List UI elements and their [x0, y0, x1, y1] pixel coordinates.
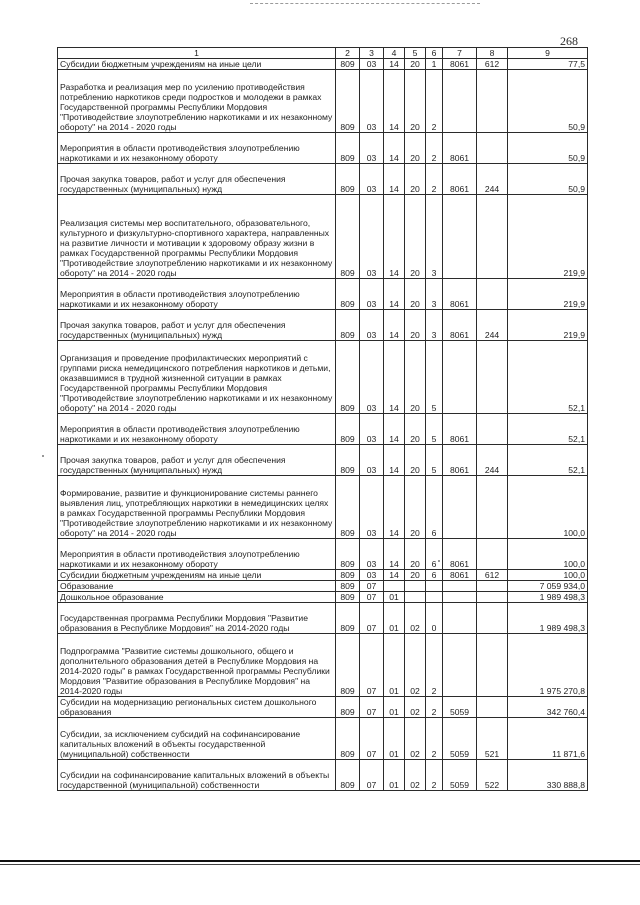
header-cell: 7	[443, 48, 477, 59]
table-row	[58, 70, 588, 133]
row-code-cell: 03	[360, 476, 384, 539]
row-name-cell: Организация и проведение профилактических мероприятий с группами риска немедицинского потребления наркотиков и детьми, оказавшимися в трудной жизненной ситуации в рамках Государственной программы Республики Мордовия "Противодействие злоупотреблению наркотиками и их незаконному обороту" на 2014 - 2020 годы	[58, 341, 336, 414]
header-cell: 6	[426, 48, 443, 59]
row-code-cell	[477, 581, 508, 592]
row-code-cell: 03	[360, 70, 384, 133]
row-code-cell: 20	[405, 59, 426, 70]
row-code-cell: 3	[426, 279, 443, 310]
row-code-cell	[405, 592, 426, 603]
scan-speck	[42, 455, 44, 457]
row-code-cell	[477, 279, 508, 310]
row-code-cell	[426, 581, 443, 592]
row-code-cell	[443, 70, 477, 133]
row-code-cell	[477, 133, 508, 164]
row-code-cell: 5059	[443, 718, 477, 760]
row-code-cell: 244	[477, 164, 508, 195]
row-code-cell: 809	[336, 570, 360, 581]
row-amount-cell: 7 059 934,0	[508, 581, 588, 592]
row-name-cell: Мероприятия в области противодействия злоупотреблению наркотиками и их незаконному обороту	[58, 414, 336, 445]
row-name-cell: Реализация системы мер воспитательного, образовательного, культурного и физкультурно-спортивного характера, направленных на развитие личности и мотивации к здоровому образу жизни в рамках Государственной программы Республики Мордовия "Противодействие злоупотреблению наркотиками и их незаконному обороту" на 2014 - 2020 годы	[58, 195, 336, 279]
row-code-cell: 14	[384, 310, 405, 341]
row-code-cell	[426, 592, 443, 603]
row-code-cell: 03	[360, 133, 384, 164]
scan-speck	[438, 560, 440, 562]
row-code-cell: 2	[426, 760, 443, 791]
row-name-cell: Субсидии бюджетным учреждениям на иные цели	[58, 59, 336, 70]
row-code-cell: 809	[336, 59, 360, 70]
row-code-cell: 14	[384, 70, 405, 133]
row-amount-cell: 11 871,6	[508, 718, 588, 760]
row-code-cell	[477, 603, 508, 634]
header-cell: 4	[384, 48, 405, 59]
row-code-cell: 8061	[443, 570, 477, 581]
row-code-cell: 5	[426, 445, 443, 476]
row-amount-cell: 1 975 270,8	[508, 634, 588, 697]
row-code-cell	[384, 581, 405, 592]
row-code-cell: 8061	[443, 445, 477, 476]
row-code-cell: 02	[405, 697, 426, 718]
row-amount-cell: 219,9	[508, 279, 588, 310]
row-code-cell	[477, 341, 508, 414]
row-code-cell: 809	[336, 133, 360, 164]
row-name-cell: Государственная программа Республики Мордовия "Развитие образования в Республике Мордовия" на 2014-2020 годы	[58, 603, 336, 634]
row-name-cell: Подпрограмма "Развитие системы дошкольного, общего и дополнительного образования детей в Республике Мордовия на 2014-2020 годы" в рамках Государственной программы Республики Мордовия "Развитие образования в Республике Мордовия" на 2014-2020 годы	[58, 634, 336, 697]
row-code-cell: 07	[360, 760, 384, 791]
row-code-cell: 01	[384, 718, 405, 760]
row-code-cell: 809	[336, 718, 360, 760]
row-code-cell: 809	[336, 164, 360, 195]
row-code-cell: 2	[426, 697, 443, 718]
row-amount-cell: 50,9	[508, 133, 588, 164]
row-code-cell: 809	[336, 581, 360, 592]
row-code-cell: 6	[426, 539, 443, 570]
header-cell: 8	[477, 48, 508, 59]
row-code-cell	[477, 634, 508, 697]
row-amount-cell: 342 760,4	[508, 697, 588, 718]
row-code-cell: 612	[477, 59, 508, 70]
table-row	[58, 592, 588, 603]
page-number: 268	[560, 34, 578, 48]
row-amount-cell: 77,5	[508, 59, 588, 70]
row-code-cell: 20	[405, 195, 426, 279]
row-code-cell: 522	[477, 760, 508, 791]
table-row	[58, 133, 588, 164]
row-code-cell: 6	[426, 570, 443, 581]
row-code-cell: 5	[426, 414, 443, 445]
table-row	[58, 59, 588, 70]
row-name-cell: Мероприятия в области противодействия злоупотреблению наркотиками и их незаконному обороту	[58, 539, 336, 570]
row-code-cell: 8061	[443, 133, 477, 164]
row-code-cell: 5059	[443, 760, 477, 791]
table-row	[58, 634, 588, 697]
header-row	[58, 48, 588, 59]
row-code-cell: 20	[405, 70, 426, 133]
row-code-cell: 03	[360, 164, 384, 195]
row-code-cell	[443, 603, 477, 634]
row-name-cell: Субсидии бюджетным учреждениям на иные цели	[58, 570, 336, 581]
row-code-cell: 03	[360, 279, 384, 310]
row-code-cell: 20	[405, 310, 426, 341]
row-name-cell: Мероприятия в области противодействия злоупотреблению наркотиками и их незаконному обороту	[58, 133, 336, 164]
row-amount-cell: 100,0	[508, 570, 588, 581]
row-code-cell	[477, 539, 508, 570]
row-amount-cell: 330 888,8	[508, 760, 588, 791]
row-amount-cell: 219,9	[508, 195, 588, 279]
row-code-cell: 3	[426, 310, 443, 341]
header-cell: 1	[58, 48, 336, 59]
header-cell: 2	[336, 48, 360, 59]
row-code-cell: 809	[336, 634, 360, 697]
row-code-cell: 01	[384, 592, 405, 603]
row-amount-cell: 50,9	[508, 70, 588, 133]
row-code-cell	[443, 634, 477, 697]
row-code-cell: 01	[384, 603, 405, 634]
row-code-cell: 20	[405, 445, 426, 476]
row-name-cell: Образование	[58, 581, 336, 592]
row-name-cell: Разработка и реализация мер по усилению противодействия потреблению наркотиков среди подростков и молодежи в рамках Государственной программы Республики Мордовия "Противодействие злоупотреблению наркотиками и их незаконному обороту" на 2014 - 2020 годы	[58, 70, 336, 133]
row-code-cell: 14	[384, 133, 405, 164]
row-code-cell: 01	[384, 697, 405, 718]
row-code-cell: 03	[360, 59, 384, 70]
header-cell: 5	[405, 48, 426, 59]
row-code-cell: 809	[336, 476, 360, 539]
row-code-cell: 8061	[443, 164, 477, 195]
table-row	[58, 697, 588, 718]
row-code-cell: 14	[384, 570, 405, 581]
row-code-cell: 14	[384, 164, 405, 195]
row-code-cell	[477, 592, 508, 603]
scan-border-line	[0, 864, 640, 865]
row-amount-cell: 1 989 498,3	[508, 603, 588, 634]
row-code-cell: 02	[405, 718, 426, 760]
row-code-cell: 20	[405, 539, 426, 570]
row-name-cell: Субсидии, за исключением субсидий на софинансирование капитальных вложений в объекты государственной (муниципальной) собственности	[58, 718, 336, 760]
row-code-cell: 809	[336, 341, 360, 414]
row-code-cell: 8061	[443, 59, 477, 70]
row-code-cell	[477, 414, 508, 445]
row-code-cell: 1	[426, 59, 443, 70]
row-code-cell: 03	[360, 570, 384, 581]
table-row	[58, 570, 588, 581]
row-code-cell: 2	[426, 133, 443, 164]
row-code-cell: 07	[360, 697, 384, 718]
row-code-cell: 03	[360, 310, 384, 341]
row-code-cell	[443, 581, 477, 592]
row-code-cell	[443, 476, 477, 539]
row-amount-cell: 1 989 498,3	[508, 592, 588, 603]
table-row	[58, 310, 588, 341]
row-code-cell	[477, 70, 508, 133]
row-code-cell: 03	[360, 341, 384, 414]
row-code-cell: 20	[405, 476, 426, 539]
row-amount-cell: 52,1	[508, 341, 588, 414]
row-code-cell	[477, 697, 508, 718]
row-code-cell: 2	[426, 634, 443, 697]
row-code-cell: 07	[360, 718, 384, 760]
row-code-cell: 14	[384, 195, 405, 279]
row-code-cell: 03	[360, 414, 384, 445]
row-code-cell: 8061	[443, 310, 477, 341]
table-row	[58, 279, 588, 310]
row-code-cell: 20	[405, 279, 426, 310]
row-code-cell: 612	[477, 570, 508, 581]
row-code-cell: 07	[360, 603, 384, 634]
table-row	[58, 445, 588, 476]
row-code-cell: 02	[405, 603, 426, 634]
table-row	[58, 414, 588, 445]
row-code-cell: 03	[360, 195, 384, 279]
row-code-cell: 01	[384, 760, 405, 791]
row-code-cell: 14	[384, 279, 405, 310]
table-row	[58, 164, 588, 195]
row-code-cell: 5	[426, 341, 443, 414]
row-code-cell: 02	[405, 634, 426, 697]
row-code-cell: 809	[336, 697, 360, 718]
row-amount-cell: 219,9	[508, 310, 588, 341]
row-code-cell	[443, 341, 477, 414]
table-row	[58, 718, 588, 760]
row-code-cell	[443, 195, 477, 279]
scan-border-line	[0, 860, 640, 862]
table-row	[58, 603, 588, 634]
row-code-cell: 07	[360, 634, 384, 697]
row-code-cell: 01	[384, 634, 405, 697]
table-body	[58, 59, 588, 791]
row-name-cell: Прочая закупка товаров, работ и услуг для обеспечения государственных (муниципальных) нужд	[58, 445, 336, 476]
row-code-cell: 5059	[443, 697, 477, 718]
row-code-cell: 521	[477, 718, 508, 760]
row-code-cell: 2	[426, 164, 443, 195]
row-code-cell: 14	[384, 414, 405, 445]
row-code-cell: 8061	[443, 539, 477, 570]
row-code-cell	[477, 195, 508, 279]
row-name-cell: Формирование, развитие и функционирование системы раннего выявления лиц, употребляющих наркотики в немедицинских целях в рамках Государственной программы Республики Мордовия "Противодействие злоупотреблению наркотиками и их незаконному обороту" на 2014 - 2020 годы	[58, 476, 336, 539]
table-row	[58, 476, 588, 539]
row-code-cell: 809	[336, 70, 360, 133]
row-code-cell: 20	[405, 133, 426, 164]
row-code-cell: 2	[426, 70, 443, 133]
row-code-cell: 20	[405, 341, 426, 414]
row-code-cell	[477, 476, 508, 539]
table-row	[58, 581, 588, 592]
row-name-cell: Субсидии на софинансирование капитальных вложений в объекты государственной (муниципальной) собственности	[58, 760, 336, 791]
row-code-cell: 07	[360, 581, 384, 592]
row-code-cell: 809	[336, 414, 360, 445]
row-code-cell: 809	[336, 195, 360, 279]
row-code-cell: 809	[336, 539, 360, 570]
row-code-cell: 03	[360, 539, 384, 570]
row-code-cell: 8061	[443, 279, 477, 310]
row-code-cell: 809	[336, 603, 360, 634]
row-amount-cell: 50,9	[508, 164, 588, 195]
scan-artifact-top	[250, 3, 480, 6]
row-code-cell: 14	[384, 445, 405, 476]
row-code-cell: 14	[384, 59, 405, 70]
row-amount-cell: 100,0	[508, 539, 588, 570]
header-cell: 3	[360, 48, 384, 59]
table-row	[58, 539, 588, 570]
row-amount-cell: 52,1	[508, 414, 588, 445]
table-row	[58, 760, 588, 791]
header-cell: 9	[508, 48, 588, 59]
row-code-cell: 3	[426, 195, 443, 279]
row-code-cell: 809	[336, 279, 360, 310]
row-amount-cell: 52,1	[508, 445, 588, 476]
row-name-cell: Прочая закупка товаров, работ и услуг для обеспечения государственных (муниципальных) нужд	[58, 164, 336, 195]
row-code-cell: 0	[426, 603, 443, 634]
row-code-cell: 8061	[443, 414, 477, 445]
row-code-cell	[443, 592, 477, 603]
row-name-cell: Субсидии на модернизацию региональных систем дошкольного образования	[58, 697, 336, 718]
row-code-cell: 14	[384, 539, 405, 570]
row-code-cell: 809	[336, 310, 360, 341]
row-code-cell: 07	[360, 592, 384, 603]
row-code-cell: 02	[405, 760, 426, 791]
row-code-cell: 03	[360, 445, 384, 476]
row-code-cell: 14	[384, 341, 405, 414]
row-code-cell: 244	[477, 445, 508, 476]
row-code-cell: 809	[336, 445, 360, 476]
row-code-cell: 244	[477, 310, 508, 341]
row-code-cell: 809	[336, 760, 360, 791]
row-code-cell: 20	[405, 164, 426, 195]
row-amount-cell: 100,0	[508, 476, 588, 539]
row-code-cell: 6	[426, 476, 443, 539]
budget-table	[57, 47, 588, 791]
row-code-cell: 809	[336, 592, 360, 603]
row-code-cell	[405, 581, 426, 592]
table-row	[58, 341, 588, 414]
row-code-cell: 20	[405, 570, 426, 581]
row-code-cell: 20	[405, 414, 426, 445]
table-row	[58, 195, 588, 279]
row-code-cell: 14	[384, 476, 405, 539]
row-code-cell: 2	[426, 718, 443, 760]
row-name-cell: Прочая закупка товаров, работ и услуг для обеспечения государственных (муниципальных) нужд	[58, 310, 336, 341]
row-name-cell: Дошкольное образование	[58, 592, 336, 603]
row-name-cell: Мероприятия в области противодействия злоупотреблению наркотиками и их незаконному обороту	[58, 279, 336, 310]
